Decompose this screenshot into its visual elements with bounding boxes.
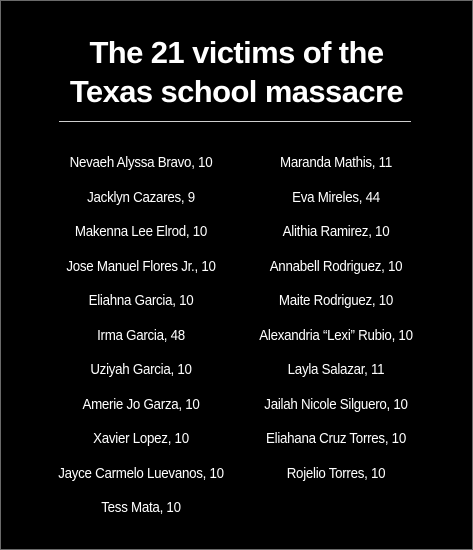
victim-name: Alexandria “Lexi” Rubio, 10 xyxy=(259,327,413,344)
victim-name: Eliahna Garcia, 10 xyxy=(88,293,194,309)
victim-name: Jayce Carmelo Luevanos, 10 xyxy=(58,465,224,482)
victim-name: Layla Salazar, 11 xyxy=(287,362,385,378)
victim-name: Nevaeh Alyssa Bravo, 10 xyxy=(69,155,213,171)
title-line-2: Texas school massacre xyxy=(69,74,404,109)
victim-name: Jailah Nicole Silguero, 10 xyxy=(264,396,408,413)
victim-name: Maranda Mathis, 11 xyxy=(280,155,392,171)
victim-name: Maite Rodriguez, 10 xyxy=(278,293,394,309)
victim-name: Amerie Jo Garza, 10 xyxy=(82,396,200,413)
title-divider xyxy=(59,121,411,122)
victim-name: Uziyah Garcia, 10 xyxy=(90,362,192,378)
victim-name: Xavier Lopez, 10 xyxy=(93,431,189,447)
victim-name: Irma Garcia, 48 xyxy=(97,327,185,344)
victim-name: Alithia Ramirez, 10 xyxy=(282,224,390,240)
victim-name: Tess Mata, 10 xyxy=(101,500,181,516)
victims-list-right xyxy=(236,148,436,493)
victim-name: Rojelio Torres, 10 xyxy=(286,465,386,482)
victim-name: Jacklyn Cazares, 9 xyxy=(87,189,195,206)
title-line-1: The 21 victims of the xyxy=(89,35,384,70)
victim-name: Jose Manuel Flores Jr., 10 xyxy=(66,258,216,275)
victim-name: Annabell Rodriguez, 10 xyxy=(269,258,403,275)
victims-list-left xyxy=(41,148,241,528)
victim-name: Eva Mireles, 44 xyxy=(292,189,380,206)
victim-name: Eliahana Cruz Torres, 10 xyxy=(266,431,406,447)
victim-name: Makenna Lee Elrod, 10 xyxy=(74,224,208,240)
